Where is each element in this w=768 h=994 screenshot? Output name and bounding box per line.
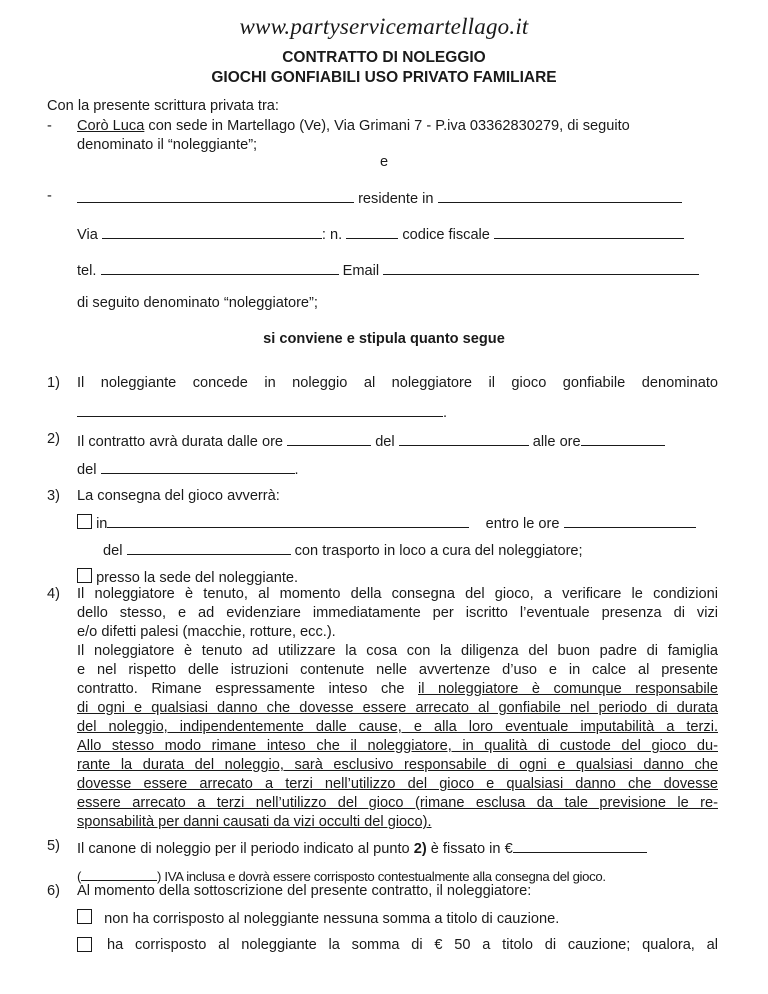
clause-5-text-a: Il canone di noleggio per il periodo indicato al punto: [77, 841, 414, 857]
label-entro: entro le ore: [485, 516, 560, 532]
clause-4-underlined-line: sponsabilità per danni causati da vizi occulti del gioco).: [77, 814, 432, 830]
deposit-option-1-text: non ha corrisposto al noleggiante nessuna somma a titolo di cauzione.: [104, 911, 560, 927]
deposit-option-1-checkbox[interactable]: [77, 909, 92, 924]
clause-3-text: La consegna del gioco avverrà:: [77, 488, 280, 504]
game-name-field[interactable]: [77, 402, 443, 417]
clause-4-underlined-line: di ogni e qualsiasi danno che dovesse essere arrecato al gonfiabile nel periodo di durata: [77, 700, 718, 716]
clause-5-ref: 2): [413, 841, 427, 857]
clause-4-underlined-line: del noleggio, indipendentemente dalle cause, e alla loro eventuale imputabilità a terzi.: [77, 719, 718, 735]
agreement-heading: si conviene e stipula quanto segue: [263, 331, 505, 347]
label-del: del: [103, 543, 123, 559]
label-residente: residente in: [358, 191, 434, 207]
delivery-place-field[interactable]: [107, 513, 469, 528]
clause-4-plain-text: contratto. Rimane espressamente inteso che: [77, 681, 419, 697]
start-time-field[interactable]: [287, 431, 371, 446]
clause-1-text: Il noleggiante concede in noleggio al noleggiatore il gioco gonfiabile denominato: [77, 375, 718, 391]
delivery-option-1-text: con trasporto in loco a cura del noleggiatore;: [294, 543, 583, 559]
label-codice-fiscale: codice fiscale: [402, 227, 490, 243]
delivery-option-1-checkbox[interactable]: [77, 514, 92, 529]
clause-2-text-c: alle ore: [532, 434, 581, 450]
label-email: Email: [342, 263, 380, 279]
delivery-option-2-checkbox[interactable]: [77, 568, 92, 583]
clause-4-underlined-line: essere arrecato a terzi nell’utilizzo del gioco (rimane esclusa da tale previsione le re-: [77, 795, 718, 811]
deposit-option-2: [77, 937, 718, 955]
clause-4-underlined-text: il noleggiatore è comunque responsabile: [418, 681, 718, 697]
clause-4-line: [77, 681, 718, 697]
contract-title: CONTRATTO DI NOLEGGIO: [282, 49, 486, 66]
clause-2-number: 2): [47, 431, 60, 447]
party2-dash: -: [47, 188, 52, 204]
delivery-option-2: [77, 568, 298, 586]
deposit-option-2-text: ha corrisposto al noleggiante la somma di € 50 a titolo di cauzione; qualora, al: [107, 937, 718, 953]
clause-1-number: 1): [47, 375, 60, 391]
delivery-time-field[interactable]: [564, 513, 696, 528]
clause-5-text-b: è fissato in €: [426, 841, 513, 857]
residence-field[interactable]: [438, 188, 682, 203]
rental-fee-field[interactable]: [513, 838, 647, 853]
party2-name-line: [77, 188, 682, 207]
website-url: www.partyservicemartellago.it: [239, 14, 529, 39]
phone-field[interactable]: [101, 260, 339, 275]
clause-4-line: dello stesso, e ad evidenziare immediatamente per iscritto l’eventuale presenza di vizi: [77, 605, 718, 621]
clause-4-number: 4): [47, 586, 60, 602]
start-date-field[interactable]: [399, 431, 529, 446]
clause-2-line1: [77, 431, 665, 450]
clause-5-line1: [77, 838, 647, 857]
clause-5-number: 5): [47, 838, 60, 854]
clause-4-line: e/o difetti palesi (macchie, rotture, ecc.).: [77, 624, 336, 640]
clause-5-text-c: ) IVA inclusa e dovrà essere corrisposto contestualmente alla consegna del gioco.: [157, 869, 606, 884]
clause-2-line2: [77, 459, 299, 478]
clause-2-text-d: del: [77, 462, 97, 478]
clause-6-number: 6): [47, 883, 60, 899]
label-number: : n.: [321, 227, 343, 243]
clause-5-paren: (: [77, 869, 82, 884]
clause-4-line: e nel rispetto delle istruzioni contenute nelle avvertenze d’uso e in calce al presente: [77, 662, 718, 678]
party1-line: [77, 118, 630, 134]
clause-6-text: Al momento della sottoscrizione del presente contratto, il noleggiatore:: [77, 883, 532, 899]
street-number-field[interactable]: [346, 224, 398, 239]
party2-name-field[interactable]: [77, 188, 354, 203]
delivery-option-2-text: presso la sede del noleggiante.: [96, 570, 299, 586]
end-date-field[interactable]: [101, 459, 295, 474]
clause-4-underlined-line: rante la durata del noleggio, sarà esclusivo responsabile di ogni e qualsiasi danno che: [77, 757, 718, 773]
clause-1-period: .: [443, 405, 448, 421]
party2-contact-line: [77, 260, 699, 279]
clause-4-underlined-line: Allo stesso modo rimane inteso che il noleggiatore, in qualità di custode del gioco du-: [77, 738, 718, 754]
delivery-date-field[interactable]: [127, 540, 291, 555]
party1-name: Corò Luca: [77, 118, 145, 134]
party2-address-line: [77, 224, 684, 243]
party1-denomination: denominato il “noleggiante”;: [77, 137, 258, 153]
party1-details: con sede in Martellago (Ve), Via Grimani 7 - P.iva 03362830279, di seguito: [144, 118, 630, 134]
end-time-field[interactable]: [581, 431, 665, 446]
delivery-option-1: [77, 513, 696, 532]
party1-dash: -: [47, 118, 52, 134]
clause-3-number: 3): [47, 488, 60, 504]
clause-2-text-b: del: [375, 434, 395, 450]
email-field[interactable]: [383, 260, 699, 275]
tax-code-field[interactable]: [494, 224, 684, 239]
party2-denomination: di seguito denominato “noleggiatore”;: [77, 295, 318, 311]
clause-4-underlined-line: dovesse essere arrecato a terzi nell’utilizzo del gioco e qualsiasi danno che dovesse: [77, 776, 718, 792]
fee-in-words-field[interactable]: [81, 866, 157, 881]
label-in: in: [96, 516, 108, 532]
conjunction-e: e: [380, 154, 389, 170]
street-field[interactable]: [102, 224, 322, 239]
clause-2-period: .: [294, 462, 299, 478]
deposit-option-1: [77, 909, 559, 927]
contract-subtitle: GIOCHI GONFIABILI USO PRIVATO FAMILIARE: [211, 69, 557, 86]
label-tel: tel.: [77, 263, 97, 279]
delivery-option-1-line2: [103, 540, 583, 559]
clause-2-text-a: Il contratto avrà durata dalle ore: [77, 434, 284, 450]
intro-line: Con la presente scrittura privata tra:: [47, 98, 279, 114]
clause-1-game-line: [77, 402, 447, 421]
clause-4-line: Il noleggiatore è tenuto, al momento della consegna del gioco, a verificare le condizioni: [77, 586, 718, 602]
deposit-option-2-checkbox[interactable]: [77, 937, 92, 952]
clause-5-line2: [77, 866, 606, 884]
clause-4-line: Il noleggiatore è tenuto ad utilizzare la cosa con la diligenza del buon padre di famiglia: [77, 643, 718, 659]
label-via: Via: [77, 227, 98, 243]
